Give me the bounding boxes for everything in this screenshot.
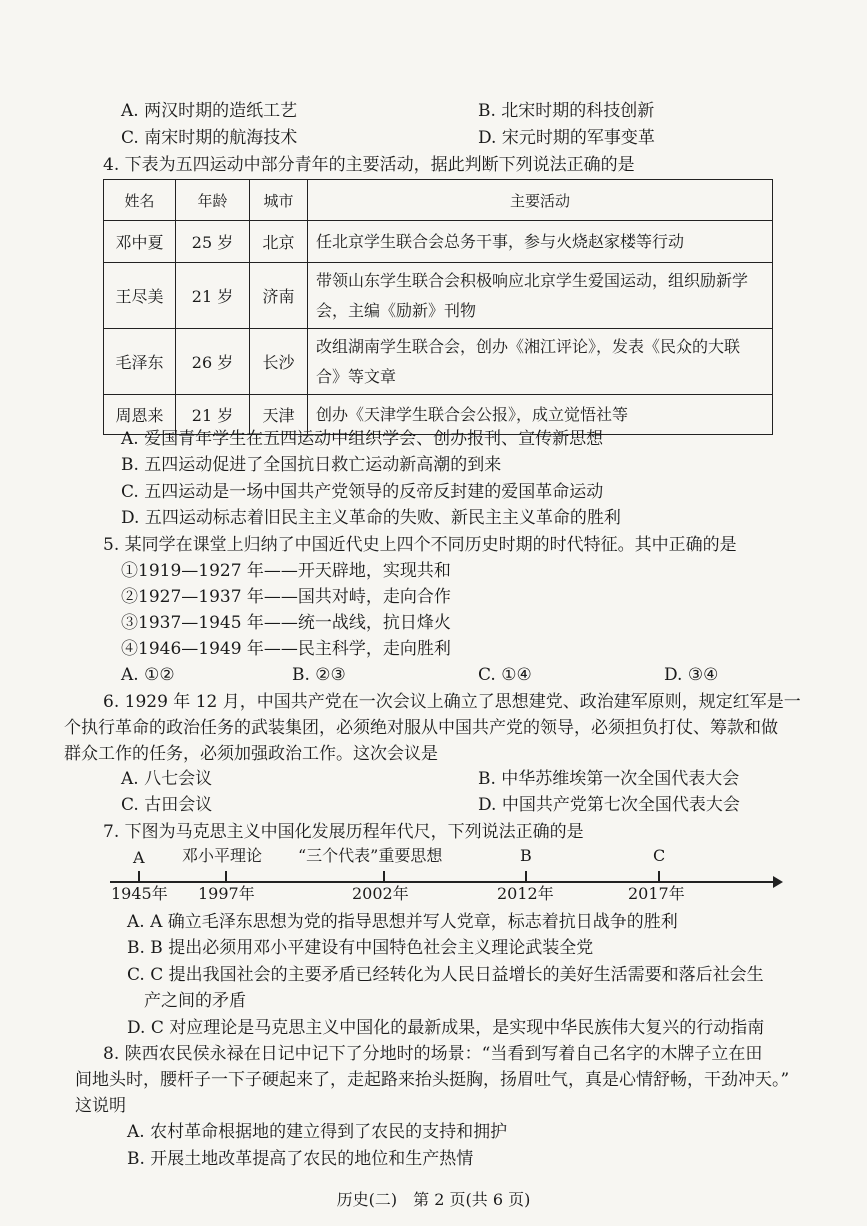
cell-city: 北京 — [250, 221, 308, 263]
q4-stem: 4. 下表为五四运动中部分青年的主要活动，据此判断下列说法正确的是 — [103, 155, 635, 175]
cell-activity: 带领山东学生联合会积极响应北京学生爱国运动，组织励新学会，主编《励新》刊物 — [308, 263, 773, 329]
timeline-marker-a: A — [133, 848, 145, 867]
cell-activity: 改组湖南学生联合会，创办《湘江评论》，发表《民众的大联合》等文章 — [308, 329, 773, 395]
q8-option-b: B. 开展土地改革提高了农民的地位和生产热情 — [127, 1149, 474, 1169]
q6-option-b: B. 中华苏维埃第一次全国代表大会 — [478, 769, 740, 789]
q3-option-d: D. 宋元时期的军事变革 — [478, 128, 655, 148]
q6-stem-line-2: 个执行革命的政治任务的武装集团，必须绝对服从中国共产党的领导，必须担负打仗、筹款和做 — [64, 718, 778, 738]
cell-age: 21 岁 — [176, 263, 250, 329]
timeline-tick — [383, 871, 385, 882]
q8-option-a: A. 农村革命根据地的建立得到了农民的支持和拥护 — [127, 1122, 508, 1142]
q6-option-d: D. 中国共产党第七次全国代表大会 — [478, 795, 740, 815]
q6-stem-line-1: 6. 1929 年 12 月，中国共产党在一次会议上确立了思想建党、政治建军原则，规定红军是一 — [103, 692, 801, 712]
cell-activity: 任北京学生联合会总务干事，参与火烧赵家楼等行动 — [308, 221, 773, 263]
table-header: 姓名 — [104, 180, 176, 221]
timeline-marker-deng-theory: 邓小平理论 — [182, 846, 263, 865]
q7-option-c-line-2: 产之间的矛盾 — [144, 991, 246, 1011]
cell-name: 周恩来 — [104, 395, 176, 435]
timeline-year: 2002年 — [352, 884, 409, 903]
q6-option-a: A. 八七会议 — [121, 769, 213, 789]
q4-option-b: B. 五四运动促进了全国抗日救亡运动新高潮的到来 — [121, 455, 502, 475]
timeline-axis — [110, 881, 780, 883]
q5-item-3: ③1937—1945 年——统一战线，抗日烽火 — [121, 613, 451, 633]
timeline-tick — [138, 871, 140, 882]
q5-option-c: C. ①④ — [478, 665, 532, 685]
cell-city: 济南 — [250, 263, 308, 329]
q5-item-2: ②1927—1937 年——国共对峙，走向合作 — [121, 587, 451, 607]
q5-stem: 5. 某同学在课堂上归纳了中国近代史上四个不同历史时期的时代特征。其中正确的是 — [103, 535, 737, 555]
q6-option-c: C. 古田会议 — [121, 795, 213, 815]
q3-option-c: C. 南宋时期的航海技术 — [121, 128, 298, 148]
cell-city: 天津 — [250, 395, 308, 435]
page-footer: 历史(二) 第 2 页(共 6 页) — [336, 1190, 531, 1209]
cell-age: 25 岁 — [176, 221, 250, 263]
timeline-marker-b: B — [520, 846, 532, 865]
cell-name: 王尽美 — [104, 263, 176, 329]
timeline-year: 2017年 — [628, 884, 685, 903]
table-row — [104, 221, 773, 263]
q3-option-b: B. 北宋时期的科技创新 — [478, 101, 655, 121]
q7-option-b: B. B 提出必须用邓小平建设有中国特色社会主义理论武装全党 — [127, 938, 594, 958]
timeline-year: 1945年 — [111, 884, 168, 903]
table-header: 城市 — [250, 180, 308, 221]
table-header: 年龄 — [176, 180, 250, 221]
timeline-marker-three-represents: “三个代表”重要思想 — [298, 846, 443, 865]
q7-option-d: D. C 对应理论是马克思主义中国化的最新成果，是实现中华民族伟大复兴的行动指南 — [127, 1018, 765, 1038]
table-row — [104, 329, 773, 395]
q3-option-a: A. 两汉时期的造纸工艺 — [121, 101, 298, 121]
table-row — [104, 263, 773, 329]
cell-age: 21 岁 — [176, 395, 250, 435]
cell-name: 邓中夏 — [104, 221, 176, 263]
q8-stem-line-1: 8. 陕西农民侯永禄在日记中记下了分地时的场景：“当看到写着自己名字的木牌子立在田 — [103, 1044, 763, 1064]
timeline-tick — [225, 871, 227, 882]
cell-activity: 创办《天津学生联合会公报》，成立觉悟社等 — [308, 395, 773, 435]
q5-item-1: ①1919—1927 年——开天辟地，实现共和 — [121, 561, 451, 581]
q4-table — [103, 179, 773, 435]
q6-stem-line-3: 群众工作的任务，必须加强政治工作。这次会议是 — [64, 744, 438, 764]
timeline-marker-c: C — [653, 846, 666, 865]
q4-option-d: D. 五四运动标志着旧民主主义革命的失败、新民主主义革命的胜利 — [121, 508, 621, 528]
q4-option-a: A. 爱国青年学生在五四运动中组织学会、创办报刊、宣传新思想 — [121, 429, 604, 449]
q7-option-c-line-1: C. C 提出我国社会的主要矛盾已经转化为人民日益增长的美好生活需要和落后社会生 — [127, 965, 764, 985]
q8-stem-line-2: 间地头时，腰杆子一下子硬起来了，走起路来抬头挺胸，扬眉吐气，真是心情舒畅，干劲冲天。” — [75, 1070, 790, 1090]
cell-name: 毛泽东 — [104, 329, 176, 395]
cell-city: 长沙 — [250, 329, 308, 395]
q5-item-4: ④1946—1949 年——民主科学，走向胜利 — [121, 639, 451, 659]
cell-age: 26 岁 — [176, 329, 250, 395]
timeline-tick — [525, 871, 527, 882]
q8-stem-line-3: 这说明 — [75, 1096, 126, 1116]
q7-option-a: A. A 确立毛泽东思想为党的指导思想并写人党章，标志着抗日战争的胜利 — [127, 912, 678, 932]
timeline-arrow-icon — [773, 876, 783, 888]
timeline-tick — [658, 871, 660, 882]
timeline-year: 1997年 — [198, 884, 255, 903]
q5-option-b: B. ②③ — [292, 665, 346, 685]
q4-option-c: C. 五四运动是一场中国共产党领导的反帝反封建的爱国革命运动 — [121, 482, 604, 502]
timeline-year: 2012年 — [497, 884, 554, 903]
table-header: 主要活动 — [308, 180, 773, 221]
q5-option-d: D. ③④ — [664, 665, 719, 685]
q7-stem: 7. 下图为马克思主义中国化发展历程年代尺，下列说法正确的是 — [103, 822, 584, 842]
q5-option-a: A. ①② — [121, 665, 175, 685]
table-header-row — [104, 180, 773, 221]
